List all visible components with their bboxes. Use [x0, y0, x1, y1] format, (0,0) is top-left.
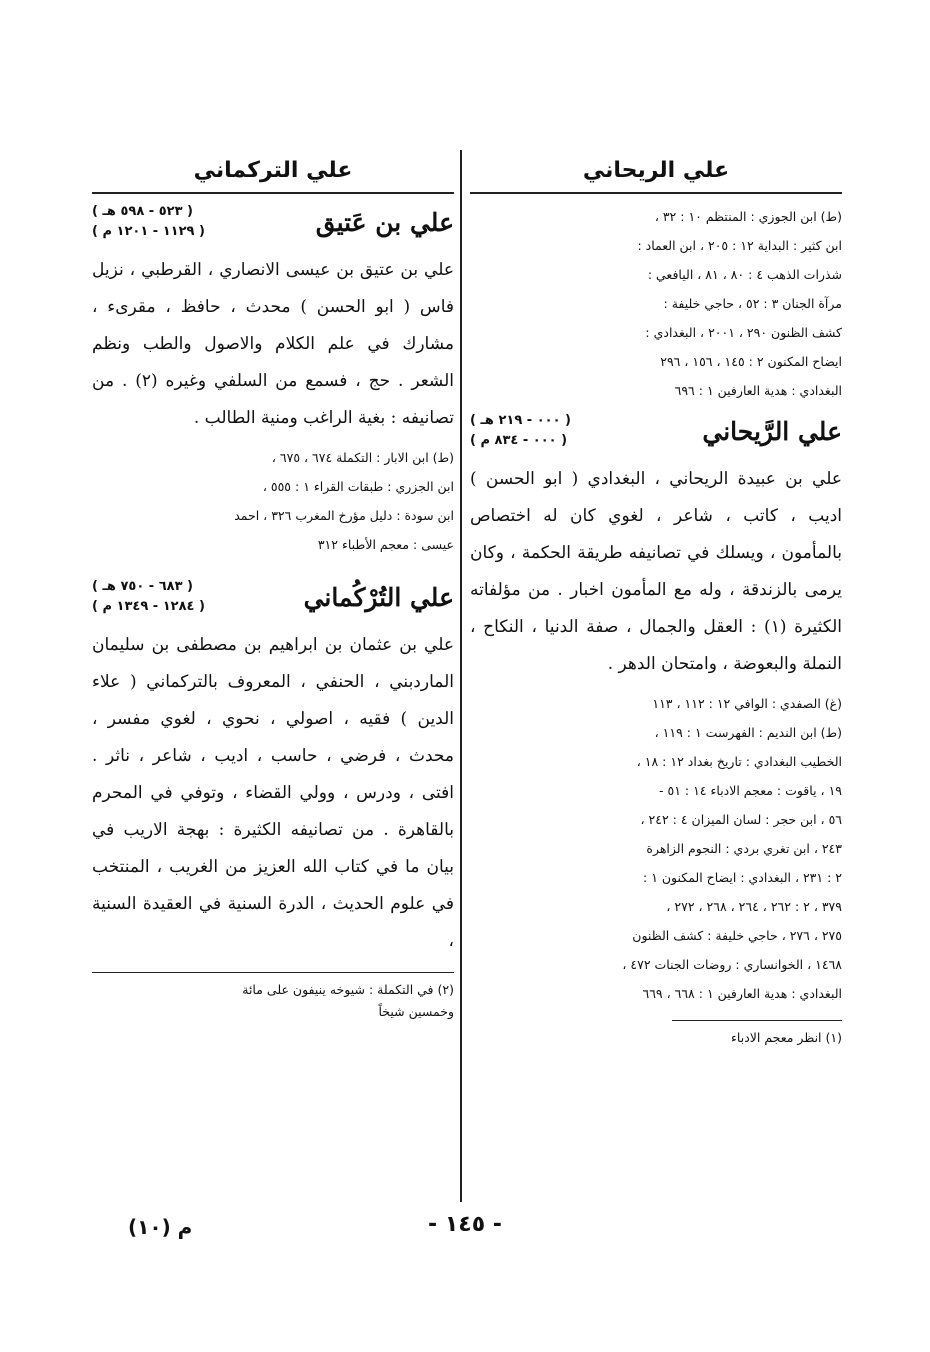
ref-line: ابن الجزري : طبقات القراء ١ : ٥٥٥ ، — [262, 479, 454, 494]
ref-line: شذرات الذهب ٤ : ٨٠ ، ٨١ ، اليافعي : — [647, 267, 842, 282]
footnote-rule — [672, 1020, 842, 1021]
right-refs-bottom — [470, 689, 842, 1008]
entry-body: علي بن عبيدة الريحاني ، البغدادي ( ابو الحسن ) اديب ، كاتب ، شاعر ، لغوي كان له اختصاص بالمأمون ، ويسلك في تصانيفه طريقة الحكمة ، وكان يرمى بالزندقة ، وله مع المأمون اخبار . من مؤلفاته الكثيرة (١) : العقل والجمال ، صفة الدنيا ، النكاح ، النملة والبعوضة ، وامتحان الدهر . — [470, 469, 842, 674]
gregorian-dates: ( ١١٢٩ - ١٢٠١ م ) — [92, 224, 205, 239]
ref-line: (غ) الصفدي : الوافي ١٢ : ١١٢ ، ١١٣ — [652, 696, 842, 711]
spacer — [92, 559, 454, 571]
right-column — [470, 150, 842, 1049]
ref-line: ١٤٦٨ ، الخوانساري : روضات الجنات ٤٧٢ ، — [622, 957, 842, 972]
ref-line: البغدادي : هدية العارفين ١ : ٦٦٨ ، ٦٦٩ — [642, 986, 842, 1001]
footnote-continuation: وخمسين شيخاً — [378, 1004, 454, 1019]
ref-line: ٢٧٥ ، ٢٧٦ ، حاجي خليفة : كشف الظنون — [632, 928, 842, 943]
entry-body: علي بن عتيق بن عيسى الانصاري ، القرطبي ، نزيل فاس ( ابو الحسن ) محدث ، حافظ ، مقرىء ، مشارك في علم الكلام والاصول والطب ونظم الشعر . حج ، فسمع من السلفي وغيره (٢) . من تصانيفه : بغية الراغب ومنية الطالب . — [92, 260, 454, 428]
ref-line: ٢ : ٢٣١ ، البغدادي : ايضاح المكنون ١ : — [643, 870, 842, 885]
entry-heading-turkmani — [92, 577, 454, 617]
ref-line: ابن كثير : البداية ١٢ : ٢٠٥ ، ابن العماد : — [637, 238, 842, 253]
ref-line: (ط) ابن الابار : التكملة ٦٧٤ ، ٦٧٥ ، — [271, 450, 454, 465]
ref-line: البغدادي : هدية العارفين ١ : ٦٩٦ — [674, 383, 842, 398]
ref-line: ٥٦ ، ابن حجر : لسان الميزان ٤ : ٢٤٢ ، — [640, 812, 842, 827]
right-header-rule — [470, 192, 842, 194]
entry-dates — [92, 577, 205, 617]
signature-mark: م (١٠) — [128, 1215, 193, 1239]
ref-line: ٢٤٣ ، ابن تغري بردي : النجوم الزاهرة — [646, 841, 842, 856]
left-running-header: علي التركماني — [193, 158, 353, 183]
right-running-header: علي الريحاني — [582, 158, 730, 183]
ref-line: مرآة الجنان ٣ : ٥٢ ، حاجي خليفة : — [663, 296, 842, 311]
left-column — [92, 150, 454, 1023]
hijri-dates: ( ٥٢٣ - ٥٩٨ هـ ) — [92, 204, 193, 219]
footnote-rule — [92, 972, 454, 973]
ref-line: كشف الظنون ٢٩٠ ، ٢٠٠١ ، البغدادي : — [645, 325, 842, 340]
ref-line: (ط) ابن النديم : الفهرست ١ : ١١٩ ، — [654, 725, 842, 740]
footnote: (١) انظر معجم الادباء — [731, 1030, 842, 1045]
ref-line: ابن سودة : دليل مؤرخ المغرب ٣٢٦ ، احمد — [234, 508, 454, 523]
page-number: - ١٤٥ - — [428, 1212, 502, 1237]
entry-name: علي بن عَتيق — [315, 207, 454, 237]
entry-name: علي التُرْكُماني — [303, 582, 454, 612]
left-header-rule — [92, 192, 454, 194]
ref-line: الخطيب البغدادي : تاريخ بغداد ١٢ : ١٨ ، — [636, 754, 842, 769]
gregorian-dates: ( ١٢٨٤ - ١٣٤٩ م ) — [92, 599, 205, 614]
right-refs-top — [470, 202, 842, 405]
ref-line: (ط) ابن الجوزي : المنتظم ١٠ : ٣٢ ، — [654, 209, 842, 224]
column-divider — [460, 150, 462, 1202]
ref-line: ١٩ ، ياقوت : معجم الادباء ١٤ : ٥١ - — [659, 783, 842, 798]
entry-heading-rayhani — [470, 411, 842, 451]
left-refs — [92, 443, 454, 559]
ref-line: ٣٧٩ ، ٢ : ٢٦٢ ، ٢٦٤ ، ٢٦٨ ، ٢٧٢ ، — [666, 899, 842, 914]
entry-dates — [92, 202, 205, 242]
footnote: (٢) في التكملة : شيوخه ينيفون على مائة — [242, 982, 454, 997]
ref-line: ايضاح المكنون ٢ : ١٤٥ ، ١٥٦ ، ٢٩٦ — [660, 354, 842, 369]
gregorian-dates: ( ٠٠٠ - ٨٣٤ م ) — [470, 433, 568, 448]
entry-heading-atiq — [92, 202, 454, 242]
entry-dates — [470, 411, 571, 451]
entry-name: علي الرَّيحاني — [702, 416, 842, 446]
hijri-dates: ( ٦٨٣ - ٧٥٠ هـ ) — [92, 579, 193, 594]
hijri-dates: ( ٠٠٠ - ٢١٩ هـ ) — [470, 413, 571, 428]
entry-body: علي بن عثمان بن ابراهيم بن مصطفى بن سليمان الماردبني ، الحنفي ، المعروف بالتركماني ( علاء الدين ) فقيه ، اصولي ، نحوي ، لغوي مفسر ، محدث ، فرضي ، حاسب ، اديب ، شاعر ، ناثر . افتى ، ودرس ، وولي القضاء ، وتوفي في المحرم بالقاهرة . من تصانيفه الكثيرة : بهجة الاريب في بيان ما في كتاب الله العزيز من الغريب ، المنتخب في علوم الحديث ، الدرة السنية في العقيدة السنية ، — [92, 635, 454, 951]
ref-line: عيسى : معجم الأطباء ٣١٢ — [317, 537, 454, 552]
